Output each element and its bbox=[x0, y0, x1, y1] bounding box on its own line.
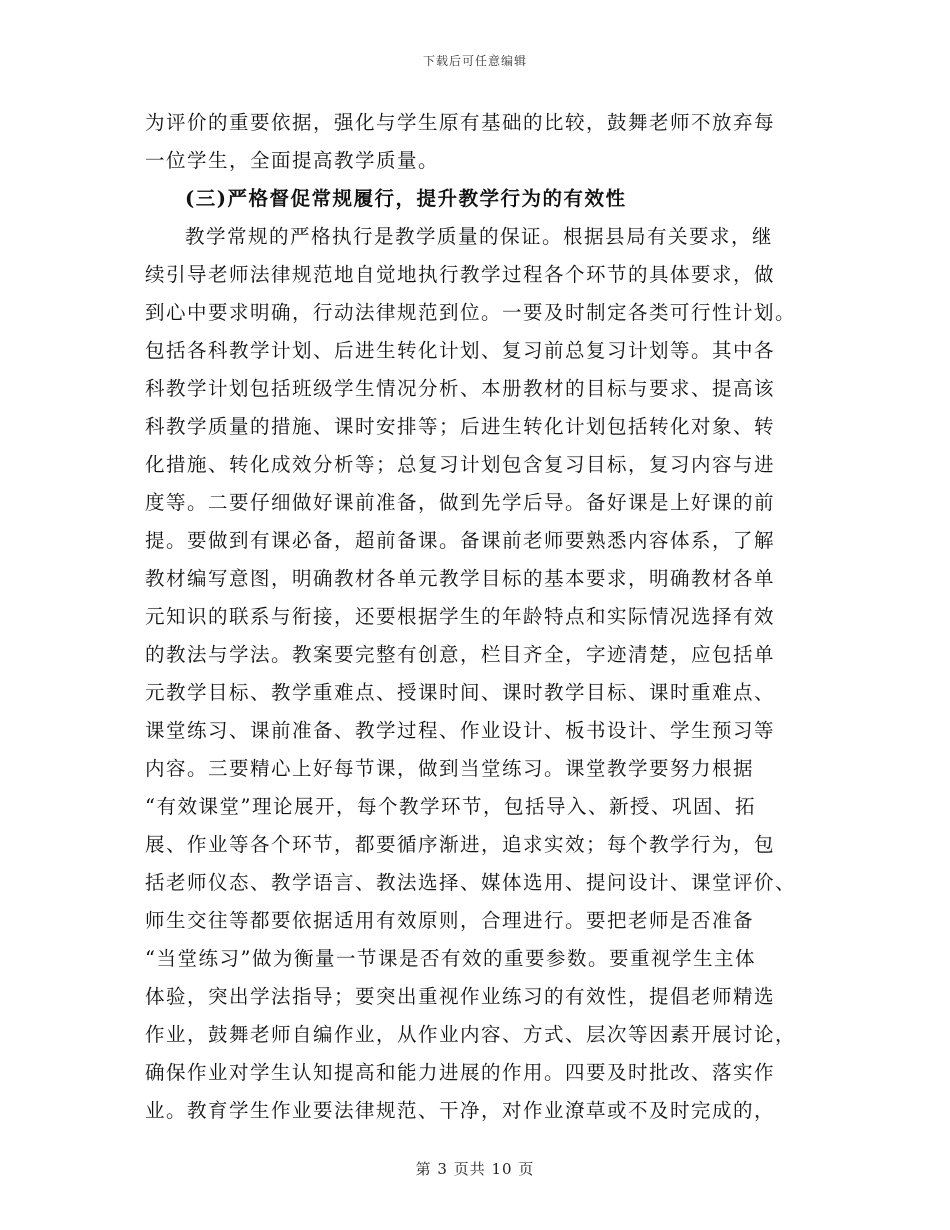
text-line: 确保作业对学生认知提高和能力进展的作用。四要及时批改、落实作 bbox=[145, 1061, 776, 1084]
text-line: 化措施、转化成效分析等；总复习计划包含复习目标，复习内容与进 bbox=[145, 453, 776, 476]
text-line: 提。要做到有课必备，超前备课。备课前老师要熟悉内容体系，了解 bbox=[145, 529, 776, 552]
text-line: 体验，突出学法指导；要突出重视作业练习的有效性，提倡老师精选 bbox=[145, 985, 776, 1008]
page-number: 第 3 页共 10 页 bbox=[415, 1160, 535, 1178]
text-line: 括老师仪态、教学语言、教法选择、媒体选用、提问设计、课堂评价、 bbox=[145, 871, 797, 894]
section-heading: (三)严格督促常规履行，提升教学行为的有效性 bbox=[185, 187, 627, 210]
text-line: “当堂练习”做为衡量一节课是否有效的重要参数。要重视学生主体 bbox=[145, 947, 756, 970]
text-line: 科教学计划包括班级学生情况分析、本册教材的目标与要求、提高该 bbox=[145, 377, 776, 400]
text-line: 作业，鼓舞老师自编作业，从作业内容、方式、层次等因素开展讨论， bbox=[145, 1023, 797, 1046]
text-line: 元教学目标、教学重难点、授课时间、课时教学目标、课时重难点、 bbox=[145, 681, 776, 704]
text-line: 度等。二要仔细做好课前准备，做到先学后导。备好课是上好课的前 bbox=[145, 491, 776, 514]
text-line: 为评价的重要依据，强化与学生原有基础的比较，鼓舞老师不放弃每 bbox=[145, 111, 776, 134]
text-line: 展、作业等各个环节，都要循序渐进，追求实效；每个教学行为，包 bbox=[145, 833, 776, 856]
text-line: 元知识的联系与衔接，还要根据学生的年龄特点和实际情况选择有效 bbox=[145, 605, 776, 628]
page-header: 下载后可任意编辑 bbox=[422, 54, 527, 68]
text-line: 内容。三要精心上好每节课，做到当堂练习。课堂教学要努力根据 bbox=[145, 757, 755, 780]
paragraph-first-line: 教学常规的严格执行是教学质量的保证。根据县局有关要求，继 bbox=[185, 225, 774, 248]
text-line: 的教法与学法。教案要完整有创意，栏目齐全，字迹清楚，应包括单 bbox=[145, 643, 776, 666]
text-line: 一位学生，全面提高教学质量。 bbox=[145, 149, 440, 172]
text-line: 包括各科教学计划、后进生转化计划、复习前总复习计划等。其中各 bbox=[145, 339, 776, 362]
text-line: 教材编写意图，明确教材各单元教学目标的基本要求，明确教材各单 bbox=[145, 567, 776, 590]
text-line: 师生交往等都要依据适用有效原则，合理进行。要把老师是否准备 bbox=[145, 909, 755, 932]
document-body bbox=[145, 104, 817, 1130]
text-line: 续引导老师法律规范地自觉地执行教学过程各个环节的具体要求，做 bbox=[145, 263, 776, 286]
text-line: 科教学质量的措施、课时安排等；后进生转化计划包括转化对象、转 bbox=[145, 415, 776, 438]
text-line: 业。教育学生作业要法律规范、干净，对作业潦草或不及时完成的， bbox=[145, 1099, 776, 1122]
text-line: “有效课堂”理论展开，每个教学环节，包括导入、新授、巩固、拓 bbox=[145, 795, 756, 818]
text-line: 到心中要求明确，行动法律规范到位。一要及时制定各类可行性计划。 bbox=[145, 301, 797, 324]
text-line: 课堂练习、课前准备、教学过程、作业设计、板书设计、学生预习等 bbox=[145, 719, 776, 742]
